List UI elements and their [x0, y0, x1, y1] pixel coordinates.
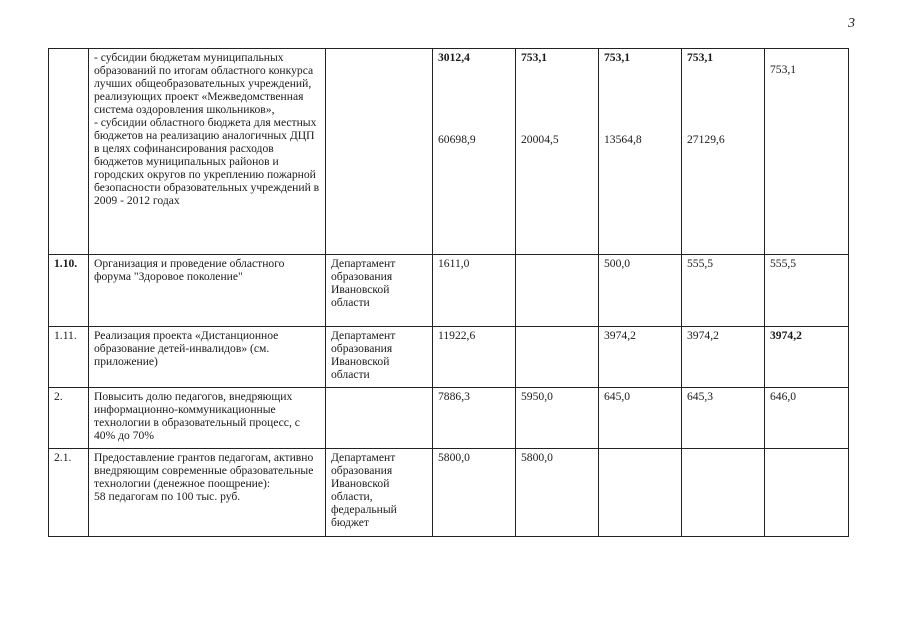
- row-number: 1.11.: [49, 327, 89, 388]
- total-cell: 1611,0: [433, 255, 516, 327]
- table-row: [49, 49, 849, 255]
- year-2010-cell: 500,0: [599, 255, 682, 327]
- year-2011-cell: 645,3: [682, 388, 765, 449]
- value: 753,1: [687, 51, 714, 64]
- row-number: 2.1.: [49, 449, 89, 537]
- measure-text: [89, 49, 326, 255]
- year-2012-cell: 3974,2: [765, 327, 849, 388]
- table-row: [49, 449, 849, 537]
- total-cell: 11922,6: [433, 327, 516, 388]
- responsible-cell: Департамент образования Ивановской области, федеральный бюджет: [326, 449, 433, 537]
- value: 753,1: [604, 51, 631, 64]
- row-number: [49, 49, 89, 255]
- table-row: [49, 388, 849, 449]
- year-2009-cell: 5950,0: [516, 388, 599, 449]
- year-2009-cell: [516, 49, 599, 255]
- year-2010-cell: 645,0: [599, 388, 682, 449]
- year-2012-cell: 646,0: [765, 388, 849, 449]
- row-number: 2.: [49, 388, 89, 449]
- value: 753,1: [770, 63, 797, 76]
- measure-text: Повысить долю педагогов, внедряющих информационно-коммуникационные технологии в образовательный процесс, с 40% до 70%: [89, 388, 326, 449]
- year-2010-cell: [599, 49, 682, 255]
- responsible-cell: Департамент образования Ивановской области: [326, 327, 433, 388]
- year-2009-cell: 5800,0: [516, 449, 599, 537]
- measure-text-part: - субсидии областного бюджета для местных бюджетов на реализацию аналогичных ДЦП в целях софинансирования расходов бюджетов муниципальных районов и городских округов по укреплению пожарной безопасности образовательных учреждений в 2009 - 2012 годах: [94, 116, 320, 207]
- year-2011-cell: [682, 449, 765, 537]
- measure-text: Реализация проекта «Дистанционное образование детей-инвалидов» (см. приложение): [89, 327, 326, 388]
- year-2009-cell: [516, 327, 599, 388]
- year-2009-cell: [516, 255, 599, 327]
- value: 753,1: [521, 51, 548, 64]
- total-cell: 5800,0: [433, 449, 516, 537]
- year-2010-cell: 3974,2: [599, 327, 682, 388]
- table-row: [49, 327, 849, 388]
- total-cell: [433, 49, 516, 255]
- page-number: 3: [848, 16, 855, 31]
- measure-text-part: - субсидии бюджетам муниципальных образований по итогам областного конкурса лучших общеобразовательных учреждений, реализующих проект «Межведомственная система оздоровления школьников»,: [94, 51, 314, 116]
- year-2011-cell: [682, 49, 765, 255]
- responsible-cell: [326, 388, 433, 449]
- value: 20004,5: [521, 133, 559, 146]
- value: 13564,8: [604, 133, 642, 146]
- year-2011-cell: 3974,2: [682, 327, 765, 388]
- measure-text: Предоставление грантов педагогам, активно внедряющим современные образовательные технологии (денежное поощрение): 58 педагогам по 100 тыс. руб.: [89, 449, 326, 537]
- year-2012-cell: [765, 449, 849, 537]
- year-2012-cell: 555,5: [765, 255, 849, 327]
- total-cell: 7886,3: [433, 388, 516, 449]
- year-2010-cell: [599, 449, 682, 537]
- year-2012-cell: [765, 49, 849, 255]
- value: 3012,4: [438, 51, 470, 64]
- year-2011-cell: 555,5: [682, 255, 765, 327]
- measure-text: Организация и проведение областного форума "Здоровое поколение": [89, 255, 326, 327]
- responsible-cell: [326, 49, 433, 255]
- table-row: [49, 255, 849, 327]
- responsible-cell: Департамент образования Ивановской области: [326, 255, 433, 327]
- value: 27129,6: [687, 133, 725, 146]
- budget-table: [48, 48, 849, 537]
- row-number: 1.10.: [49, 255, 89, 327]
- value: 60698,9: [438, 133, 476, 146]
